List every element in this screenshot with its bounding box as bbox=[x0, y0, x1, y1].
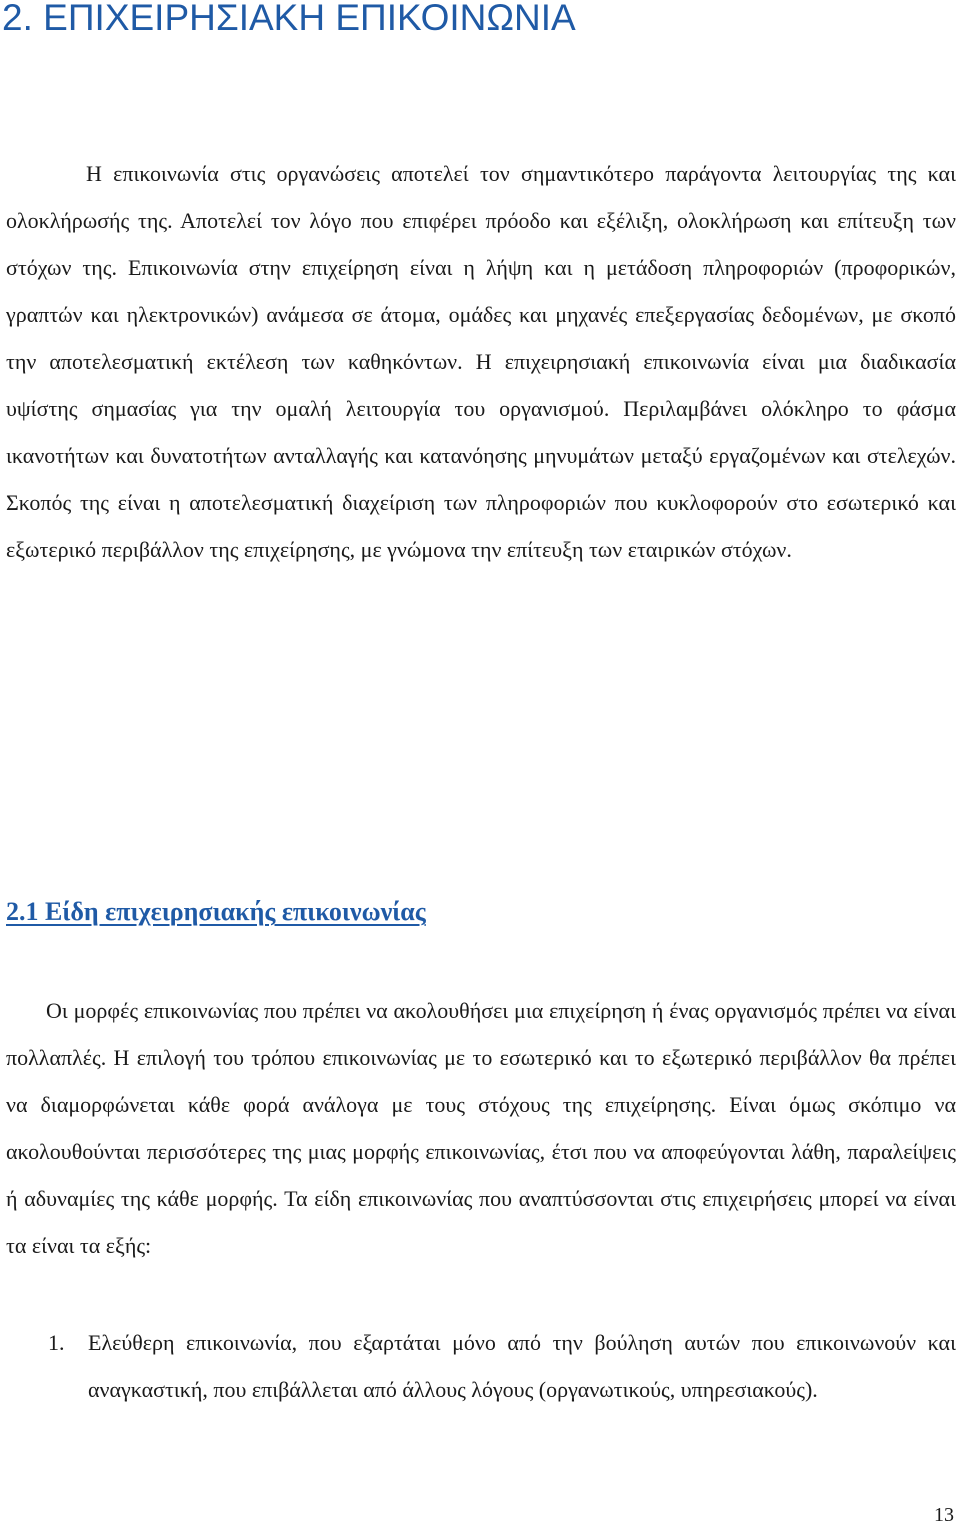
section-heading: 2.1 Είδη επιχειρησιακής επικοινωνίας bbox=[6, 897, 426, 926]
list-item-number: 1. bbox=[48, 1330, 65, 1355]
paragraph-communication-types: Οι μορφές επικοινωνίας που πρέπει να ακολουθήσει μια επιχείρηση ή ένας οργανισμός πρέπει να είναι πολλαπλές. Η επιλογή του τρόπου επικοινωνίας με το εσωτερικό και το εξωτερικό περιβάλλον θα πρέπει να διαμορφώνεται κάθε φορά ανάλογα με τους στόχους της επιχείρησης. Είναι όμως σκόπιμο να ακολουθούνται περισσότερες της μιας μορφής επικοινωνίας, έτσι που να αποφεύγονται λάθη, παραλείψεις ή αδυναμίες της κάθε μορφής. Τα είδη επικοινωνίας που αναπτύσσονται στις επιχειρήσεις μπορεί να είναι τα είναι τα εξής: bbox=[6, 998, 956, 1258]
communication-types-list bbox=[6, 1319, 956, 1413]
page-number: 13 bbox=[934, 1504, 954, 1526]
chapter-title: 2. ΕΠΙΧΕΙΡΗΣΙΑΚΗ ΕΠΙΚΟΙΝΩΝΙΑ bbox=[2, 0, 576, 38]
list-item bbox=[6, 1319, 956, 1413]
paragraph-intro: Η επικοινωνία στις οργανώσεις αποτελεί τον σημαντικότερο παράγοντα λειτουργίας της και ολοκλήρωσής της. Αποτελεί τον λόγο που επιφέρει πρόοδο και εξέλιξη, ολοκλήρωση και επίτευξη των στόχων της. Επικοινωνία στην επιχείρηση είναι η λήψη και η μετάδοση πληροφοριών (προφορικών, γραπτών και ηλεκτρονικών) ανάμεσα σε άτομα, ομάδες και μηχανές επεξεργασίας δεδομένων, με σκοπό την αποτελεσματική εκτέλεση των καθηκόντων. Η επιχειρησιακή επικοινωνία είναι μια διαδικασία υψίστης σημασίας για την ομαλή λειτουργία του οργανισμού. Περιλαμβάνει ολόκληρο το φάσμα ικανοτήτων και δυνατοτήτων ανταλλαγής και κατανόησης μηνυμάτων μεταξύ εργαζομένων και στελεχών. Σκοπός της είναι η αποτελεσματική διαχείριση των πληροφοριών που κυκλοφορούν στο εσωτερικό και εξωτερικό περιβάλλον της επιχείρησης, με γνώμονα την επίτευξη των εταιρικών στόχων. bbox=[6, 161, 956, 562]
list-item-text: Ελεύθερη επικοινωνία, που εξαρτάται μόνο από την βούληση αυτών που επικοινωνούν και αναγκαστική, που επιβάλλεται από άλλους λόγους (οργανωτικούς, υπηρεσιακούς). bbox=[88, 1330, 956, 1402]
